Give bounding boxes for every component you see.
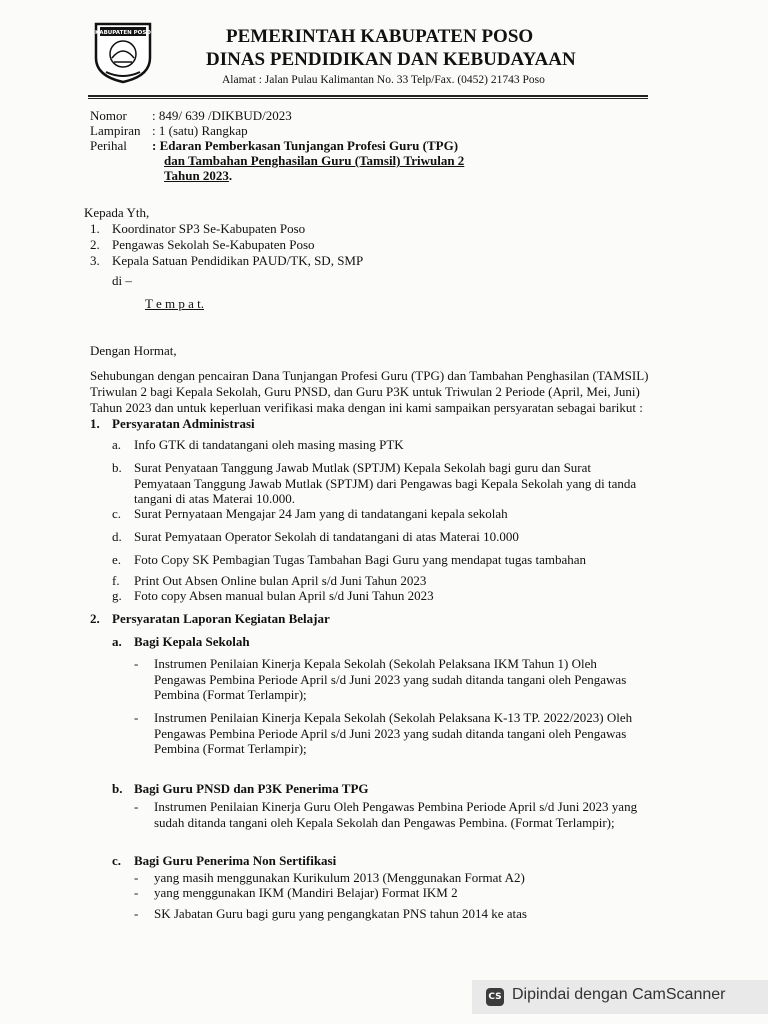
dash-bullet: -	[134, 656, 139, 671]
nomor-label: Nomor	[90, 108, 127, 123]
section-title-laporan: Persyaratan Laporan Kegiatan Belajar	[112, 611, 330, 626]
list-item: yang masih menggunakan Kurikulum 2013 (Menggunakan Format A2)	[154, 870, 525, 885]
recipient-num: 2.	[90, 237, 100, 252]
subsection-title-guru-tpg: Bagi Guru PNSD dan P3K Penerima TPG	[134, 781, 369, 796]
section-number: 1.	[90, 416, 100, 431]
letterhead-divider-thin	[88, 98, 648, 99]
camscanner-watermark-text: Dipindai dengan CamScanner	[512, 986, 726, 1003]
letterhead-address: Alamat : Jalan Pulau Kalimantan No. 33 Telp/Fax. (0452) 21743 Poso	[222, 74, 545, 86]
sub-letter: a.	[112, 634, 122, 649]
letterhead-divider	[88, 95, 648, 97]
list-item: Surat Penyataan Tanggung Jawab Mutlak (SPTJM) Kepala Sekolah bagi guru dan Surat Pemyataan Tanggung Jawab Mutlak (SPTJM) dari Pengawas bagi Kepala Sekolah yang di tanda tangani di atas Materai 10.000.	[134, 460, 637, 507]
letterhead-government: PEMERINTAH KABUPATEN POSO	[226, 26, 534, 47]
list-letter: b.	[112, 460, 122, 475]
subsection-title-non-sertifikasi: Bagi Guru Penerima Non Sertifikasi	[134, 853, 337, 868]
perihal-label: Perihal	[90, 138, 127, 153]
subsection-title-kepala-sekolah: Bagi Kepala Sekolah	[134, 634, 250, 649]
list-item: Foto Copy SK Pembagian Tugas Tambahan Bagi Guru yang mendapat tugas tambahan	[134, 552, 586, 567]
section-number: 2.	[90, 611, 100, 626]
greeting: Dengan Hormat,	[90, 343, 177, 358]
dash-bullet: -	[134, 799, 139, 814]
recipient-item: Koordinator SP3 Se-Kabupaten Poso	[112, 221, 306, 236]
intro-paragraph-line: Tahun 2023 dan untuk keperluan verifikasi maka dengan ini kami sampaikan persyaratan sebagai barikut :	[90, 400, 643, 415]
list-letter: c.	[112, 506, 122, 521]
sub-letter: b.	[112, 781, 123, 796]
section-title-administrasi: Persyaratan Administrasi	[112, 416, 255, 431]
logo-text: KABUPATEN POSO	[95, 30, 151, 36]
sub-letter: c.	[112, 853, 122, 868]
list-item: SK Jabatan Guru bagi guru yang pengangkatan PNS tahun 2014 ke atas	[154, 906, 527, 921]
lampiran-value: : 1 (satu) Rangkap	[152, 123, 248, 138]
intro-paragraph-line: Sehubungan dengan pencairan Dana Tunjangan Profesi Guru (TPG) dan Tambahan Penghasilan (TAMSIL)	[90, 368, 649, 383]
intro-paragraph-line: Triwulan 2 bagi Kepala Sekolah, Guru PNSD, dan Guru P3K untuk Triwulan 2 Periode (April, Mei, Juni)	[90, 384, 640, 399]
perihal-line-3	[164, 168, 232, 184]
list-item: Info GTK di tandatangani oleh masing masing PTK	[134, 437, 404, 452]
dash-bullet: -	[134, 870, 139, 885]
list-item: Surat Pemyataan Operator Sekolah di tandatangani di atas Materai 10.000	[134, 529, 519, 544]
recipient-num: 3.	[90, 253, 100, 268]
list-item: Instrumen Penilaian Kinerja Kepala Sekolah (Sekolah Pelaksana K-13 TP. 2022/2023) Oleh Pengawas Pembina Periode April s/d Juni 2023 yang sudah ditanda tangani oleh Pengawas Pembina (Format Terlampir);	[154, 710, 633, 757]
list-item: Foto copy Absen manual bulan April s/d Juni Tahun 2023	[134, 588, 434, 603]
list-item: Print Out Absen Online bulan April s/d Juni Tahun 2023	[134, 573, 427, 588]
di-label: di –	[112, 273, 132, 288]
list-letter: e.	[112, 552, 122, 567]
recipient-num: 1.	[90, 221, 100, 236]
list-item: Instrumen Penilaian Kinerja Guru Oleh Pengawas Pembina Periode April s/d Juni 2023 yang sudah ditanda tangani oleh Kepala Sekolah dan Pengawas Pembina. (Format Terlampir);	[154, 799, 638, 830]
list-item: Instrumen Penilaian Kinerja Kepala Sekolah (Sekolah Pelaksana IKM Tahun 1) Oleh Pengawas Pembina Periode April s/d Juni 2023 yang sudah ditanda tangani oleh Pengawas Pembina (Format Terlampir);	[154, 656, 627, 703]
recipient-item: Kepala Satuan Pendidikan PAUD/TK, SD, SMP	[112, 253, 364, 268]
camscanner-icon: CS	[486, 988, 504, 1006]
list-letter: a.	[112, 437, 122, 452]
recipient-item: Pengawas Sekolah Se-Kabupaten Poso	[112, 237, 315, 252]
list-letter: f.	[112, 573, 120, 588]
list-letter: g.	[112, 588, 122, 603]
perihal-period: .	[228, 168, 233, 183]
perihal-line-2: dan Tambahan Penghasilan Guru (Tamsil) Triwulan 2	[164, 153, 465, 168]
perihal-year: Tahun 2023	[164, 168, 229, 183]
list-item: yang menggunakan IKM (Mandiri Belajar) Format IKM 2	[154, 885, 458, 900]
lampiran-label: Lampiran	[90, 123, 141, 138]
letterhead-department: DINAS PENDIDIKAN DAN KEBUDAYAAN	[206, 49, 576, 70]
nomor-value: : 849/ 639 /DIKBUD/2023	[152, 108, 292, 123]
dash-bullet: -	[134, 906, 139, 921]
dash-bullet: -	[134, 885, 139, 900]
tempat-label: T e m p a t.	[145, 296, 204, 311]
list-item: Surat Pernyataan Mengajar 24 Jam yang di tandatangani kepala sekolah	[134, 506, 508, 521]
kabupaten-poso-logo	[92, 18, 154, 84]
dash-bullet: -	[134, 710, 139, 725]
kepada-yth: Kepada Yth,	[84, 205, 150, 220]
list-letter: d.	[112, 529, 122, 544]
perihal-line-1: : Edaran Pemberkasan Tunjangan Profesi Guru (TPG)	[152, 138, 459, 153]
